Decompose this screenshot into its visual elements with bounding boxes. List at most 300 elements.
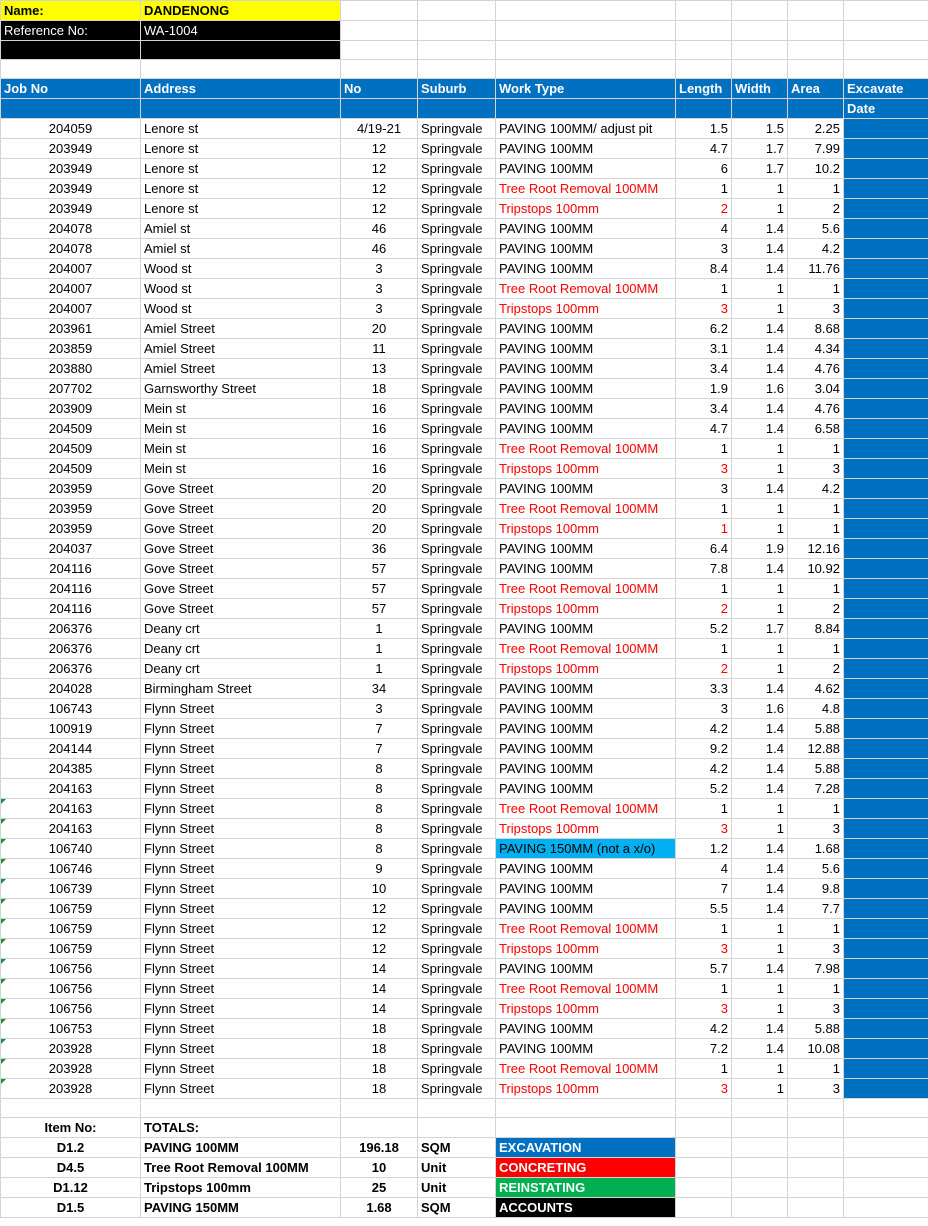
work-type-cell[interactable]: PAVING 100MM (496, 759, 676, 779)
cell[interactable] (788, 1198, 844, 1218)
excavate-date-cell[interactable] (844, 679, 928, 699)
number-cell[interactable]: 8 (341, 759, 418, 779)
excavate-date-cell[interactable] (844, 439, 928, 459)
width-cell[interactable]: 1 (732, 1079, 788, 1099)
address-cell[interactable]: Flynn Street (141, 1039, 341, 1059)
suburb-cell[interactable]: Springvale (418, 319, 496, 339)
excavate-date-cell[interactable] (844, 179, 928, 199)
suburb-cell[interactable]: Springvale (418, 759, 496, 779)
number-cell[interactable]: 14 (341, 959, 418, 979)
width-cell[interactable]: 1 (732, 499, 788, 519)
suburb-cell[interactable]: Springvale (418, 1059, 496, 1079)
address-cell[interactable]: Gove Street (141, 519, 341, 539)
length-cell[interactable]: 7.8 (676, 559, 732, 579)
address-cell[interactable]: Flynn Street (141, 1059, 341, 1079)
cell[interactable] (141, 41, 341, 60)
length-cell[interactable]: 1 (676, 279, 732, 299)
cell[interactable] (141, 1099, 341, 1118)
width-cell[interactable]: 1 (732, 579, 788, 599)
cell[interactable] (418, 21, 496, 41)
excavate-date-cell[interactable] (844, 579, 928, 599)
work-type-cell[interactable]: Tripstops 100mm (496, 939, 676, 959)
width-cell[interactable]: 1.4 (732, 1019, 788, 1039)
work-type-cell[interactable]: PAVING 100MM (496, 1019, 676, 1039)
excavate-date-cell[interactable] (844, 159, 928, 179)
job-no-cell[interactable]: 106759 (1, 919, 141, 939)
width-cell[interactable]: 1.4 (732, 419, 788, 439)
excavate-date-cell[interactable] (844, 719, 928, 739)
number-cell[interactable]: 14 (341, 979, 418, 999)
width-cell[interactable]: 1.7 (732, 619, 788, 639)
excavate-date-cell[interactable] (844, 659, 928, 679)
work-type-cell[interactable]: PAVING 100MM (496, 359, 676, 379)
job-no-cell[interactable]: 204509 (1, 419, 141, 439)
length-cell[interactable]: 4.2 (676, 759, 732, 779)
length-cell[interactable]: 4 (676, 219, 732, 239)
length-cell[interactable]: 7.2 (676, 1039, 732, 1059)
address-cell[interactable]: Amiel st (141, 239, 341, 259)
number-cell[interactable]: 18 (341, 1079, 418, 1099)
area-cell[interactable]: 1 (788, 499, 844, 519)
number-cell[interactable]: 16 (341, 399, 418, 419)
number-cell[interactable]: 12 (341, 179, 418, 199)
job-no-cell[interactable]: 203959 (1, 519, 141, 539)
work-type-cell[interactable]: Tree Root Removal 100MM (496, 1059, 676, 1079)
job-no-cell[interactable]: 203880 (1, 359, 141, 379)
address-cell[interactable]: Mein st (141, 459, 341, 479)
job-no-cell[interactable]: 106740 (1, 839, 141, 859)
width-cell[interactable]: 1.4 (732, 259, 788, 279)
length-cell[interactable]: 1 (676, 919, 732, 939)
excavate-date-cell[interactable] (844, 899, 928, 919)
excavate-date-cell[interactable] (844, 559, 928, 579)
number-cell[interactable]: 16 (341, 459, 418, 479)
area-cell[interactable]: 3 (788, 819, 844, 839)
number-cell[interactable]: 1 (341, 619, 418, 639)
address-cell[interactable]: Birmingham Street (141, 679, 341, 699)
suburb-cell[interactable]: Springvale (418, 619, 496, 639)
number-cell[interactable]: 46 (341, 219, 418, 239)
excavate-date-cell[interactable] (844, 779, 928, 799)
job-no-cell[interactable]: 106746 (1, 859, 141, 879)
cell[interactable] (341, 41, 418, 60)
suburb-cell[interactable]: Springvale (418, 179, 496, 199)
area-cell[interactable]: 7.98 (788, 959, 844, 979)
item-unit[interactable]: Unit (418, 1178, 496, 1198)
cell[interactable] (1, 41, 141, 60)
width-cell[interactable]: 1.4 (732, 339, 788, 359)
job-no-cell[interactable]: 206376 (1, 639, 141, 659)
legend-concreting[interactable]: CONCRETING (496, 1158, 676, 1178)
length-cell[interactable]: 6.2 (676, 319, 732, 339)
address-cell[interactable]: Garnsworthy Street (141, 379, 341, 399)
work-type-cell[interactable]: Tree Root Removal 100MM (496, 799, 676, 819)
number-cell[interactable]: 4/19-21 (341, 119, 418, 139)
number-cell[interactable]: 18 (341, 1019, 418, 1039)
number-cell[interactable]: 8 (341, 799, 418, 819)
work-type-cell[interactable]: PAVING 100MM (496, 339, 676, 359)
job-no-cell[interactable]: 206376 (1, 619, 141, 639)
suburb-cell[interactable]: Springvale (418, 959, 496, 979)
address-cell[interactable]: Lenore st (141, 139, 341, 159)
length-cell[interactable]: 1 (676, 579, 732, 599)
area-cell[interactable]: 2 (788, 199, 844, 219)
address-cell[interactable]: Flynn Street (141, 799, 341, 819)
item-quantity[interactable]: 25 (341, 1178, 418, 1198)
suburb-cell[interactable]: Springvale (418, 199, 496, 219)
job-no-cell[interactable]: 106759 (1, 899, 141, 919)
area-cell[interactable]: 4.8 (788, 699, 844, 719)
width-cell[interactable]: 1 (732, 459, 788, 479)
address-cell[interactable]: Lenore st (141, 199, 341, 219)
excavate-date-cell[interactable] (844, 1039, 928, 1059)
length-cell[interactable]: 3 (676, 699, 732, 719)
suburb-cell[interactable]: Springvale (418, 479, 496, 499)
job-no-cell[interactable]: 106756 (1, 999, 141, 1019)
job-no-cell[interactable]: 203949 (1, 199, 141, 219)
cell[interactable] (788, 60, 844, 79)
area-cell[interactable]: 10.92 (788, 559, 844, 579)
area-cell[interactable]: 3 (788, 299, 844, 319)
area-cell[interactable]: 4.76 (788, 399, 844, 419)
address-cell[interactable]: Flynn Street (141, 839, 341, 859)
suburb-cell[interactable]: Springvale (418, 1079, 496, 1099)
area-cell[interactable]: 1 (788, 579, 844, 599)
width-cell[interactable]: 1.6 (732, 379, 788, 399)
cell[interactable] (788, 99, 844, 119)
cell[interactable] (676, 21, 732, 41)
cell[interactable] (1, 1099, 141, 1118)
work-type-cell[interactable]: Tree Root Removal 100MM (496, 639, 676, 659)
length-cell[interactable]: 3 (676, 939, 732, 959)
job-no-cell[interactable]: 204509 (1, 459, 141, 479)
width-cell[interactable]: 1 (732, 599, 788, 619)
address-cell[interactable]: Flynn Street (141, 1019, 341, 1039)
address-cell[interactable]: Deany crt (141, 639, 341, 659)
cell[interactable] (844, 60, 928, 79)
length-cell[interactable]: 1 (676, 639, 732, 659)
excavate-date-cell[interactable] (844, 979, 928, 999)
address-cell[interactable]: Wood st (141, 299, 341, 319)
length-cell[interactable]: 3 (676, 299, 732, 319)
job-no-cell[interactable]: 204028 (1, 679, 141, 699)
job-no-cell[interactable]: 207702 (1, 379, 141, 399)
width-cell[interactable]: 1.4 (732, 719, 788, 739)
work-type-cell[interactable]: PAVING 100MM (496, 719, 676, 739)
work-type-cell[interactable]: Tripstops 100mm (496, 999, 676, 1019)
suburb-cell[interactable]: Springvale (418, 939, 496, 959)
area-cell[interactable]: 6.58 (788, 419, 844, 439)
header-address[interactable]: Address (141, 79, 341, 99)
suburb-cell[interactable]: Springvale (418, 239, 496, 259)
excavate-date-cell[interactable] (844, 879, 928, 899)
header-job-no[interactable]: Job No (1, 79, 141, 99)
excavate-date-cell[interactable] (844, 299, 928, 319)
excavate-date-cell[interactable] (844, 539, 928, 559)
work-type-cell[interactable]: PAVING 100MM (496, 379, 676, 399)
job-no-cell[interactable]: 106743 (1, 699, 141, 719)
length-cell[interactable]: 1 (676, 499, 732, 519)
area-cell[interactable]: 3 (788, 459, 844, 479)
cell[interactable] (676, 60, 732, 79)
length-cell[interactable]: 3 (676, 459, 732, 479)
length-cell[interactable]: 1 (676, 1059, 732, 1079)
length-cell[interactable]: 4.7 (676, 139, 732, 159)
width-cell[interactable]: 1.7 (732, 159, 788, 179)
work-type-cell[interactable]: PAVING 100MM (496, 139, 676, 159)
width-cell[interactable]: 1.4 (732, 1039, 788, 1059)
suburb-cell[interactable]: Springvale (418, 259, 496, 279)
area-cell[interactable]: 3 (788, 1079, 844, 1099)
width-cell[interactable]: 1.4 (732, 679, 788, 699)
suburb-cell[interactable]: Springvale (418, 1039, 496, 1059)
number-cell[interactable]: 11 (341, 339, 418, 359)
legend-accounts[interactable]: ACCOUNTS (496, 1198, 676, 1218)
job-no-cell[interactable]: 204078 (1, 219, 141, 239)
work-type-cell[interactable]: PAVING 150MM (not a x/o) (496, 839, 676, 859)
address-cell[interactable]: Gove Street (141, 479, 341, 499)
job-no-cell[interactable]: 203928 (1, 1059, 141, 1079)
length-cell[interactable]: 1 (676, 519, 732, 539)
number-cell[interactable]: 57 (341, 599, 418, 619)
suburb-cell[interactable]: Springvale (418, 779, 496, 799)
address-cell[interactable]: Flynn Street (141, 819, 341, 839)
job-no-cell[interactable]: 203859 (1, 339, 141, 359)
work-type-cell[interactable]: PAVING 100MM (496, 739, 676, 759)
cell[interactable] (844, 1198, 928, 1218)
excavate-date-cell[interactable] (844, 759, 928, 779)
area-cell[interactable]: 1 (788, 1059, 844, 1079)
suburb-cell[interactable]: Springvale (418, 519, 496, 539)
number-cell[interactable]: 18 (341, 1059, 418, 1079)
width-cell[interactable]: 1 (732, 1059, 788, 1079)
suburb-cell[interactable]: Springvale (418, 339, 496, 359)
length-cell[interactable]: 6 (676, 159, 732, 179)
job-no-cell[interactable]: 106756 (1, 959, 141, 979)
job-no-cell[interactable]: 206376 (1, 659, 141, 679)
cell[interactable] (788, 1118, 844, 1138)
suburb-cell[interactable]: Springvale (418, 799, 496, 819)
item-unit[interactable]: SQM (418, 1138, 496, 1158)
area-cell[interactable]: 1 (788, 979, 844, 999)
excavate-date-cell[interactable] (844, 359, 928, 379)
width-cell[interactable]: 1.4 (732, 239, 788, 259)
work-type-cell[interactable]: PAVING 100MM (496, 699, 676, 719)
number-cell[interactable]: 20 (341, 319, 418, 339)
item-unit[interactable]: SQM (418, 1198, 496, 1218)
cell[interactable] (418, 1099, 496, 1118)
job-no-cell[interactable]: 204007 (1, 259, 141, 279)
width-cell[interactable]: 1 (732, 279, 788, 299)
cell[interactable] (844, 1158, 928, 1178)
length-cell[interactable]: 3.4 (676, 359, 732, 379)
header-width[interactable]: Width (732, 79, 788, 99)
cell[interactable] (341, 1118, 418, 1138)
length-cell[interactable]: 5.5 (676, 899, 732, 919)
length-cell[interactable]: 3 (676, 479, 732, 499)
reference-label[interactable]: Reference No: (1, 21, 141, 41)
cell[interactable] (418, 60, 496, 79)
length-cell[interactable]: 1.9 (676, 379, 732, 399)
suburb-cell[interactable]: Springvale (418, 839, 496, 859)
number-cell[interactable]: 3 (341, 259, 418, 279)
width-cell[interactable]: 1 (732, 659, 788, 679)
work-type-cell[interactable]: Tripstops 100mm (496, 459, 676, 479)
address-cell[interactable]: Wood st (141, 259, 341, 279)
job-no-cell[interactable]: 203959 (1, 499, 141, 519)
suburb-cell[interactable]: Springvale (418, 899, 496, 919)
address-cell[interactable]: Flynn Street (141, 699, 341, 719)
excavate-date-cell[interactable] (844, 479, 928, 499)
work-type-cell[interactable]: PAVING 100MM (496, 159, 676, 179)
work-type-cell[interactable]: PAVING 100MM (496, 219, 676, 239)
suburb-cell[interactable]: Springvale (418, 419, 496, 439)
work-type-cell[interactable]: Tree Root Removal 100MM (496, 279, 676, 299)
cell[interactable] (496, 60, 676, 79)
cell[interactable] (844, 1099, 928, 1118)
work-type-cell[interactable]: PAVING 100MM (496, 879, 676, 899)
length-cell[interactable]: 1 (676, 439, 732, 459)
work-type-cell[interactable]: PAVING 100MM (496, 679, 676, 699)
excavate-date-cell[interactable] (844, 839, 928, 859)
suburb-cell[interactable]: Springvale (418, 859, 496, 879)
width-cell[interactable]: 1 (732, 939, 788, 959)
area-cell[interactable]: 3 (788, 939, 844, 959)
address-cell[interactable]: Deany crt (141, 659, 341, 679)
width-cell[interactable]: 1.7 (732, 139, 788, 159)
job-no-cell[interactable]: 204385 (1, 759, 141, 779)
number-cell[interactable]: 3 (341, 299, 418, 319)
excavate-date-cell[interactable] (844, 1079, 928, 1099)
address-cell[interactable]: Flynn Street (141, 919, 341, 939)
number-cell[interactable]: 34 (341, 679, 418, 699)
job-no-cell[interactable]: 203961 (1, 319, 141, 339)
suburb-cell[interactable]: Springvale (418, 579, 496, 599)
excavate-date-cell[interactable] (844, 379, 928, 399)
item-unit[interactable]: Unit (418, 1158, 496, 1178)
work-type-cell[interactable]: PAVING 100MM (496, 619, 676, 639)
work-type-cell[interactable]: PAVING 100MM (496, 559, 676, 579)
length-cell[interactable]: 6.4 (676, 539, 732, 559)
address-cell[interactable]: Gove Street (141, 559, 341, 579)
address-cell[interactable]: Flynn Street (141, 719, 341, 739)
item-description[interactable]: PAVING 100MM (141, 1138, 341, 1158)
address-cell[interactable]: Lenore st (141, 119, 341, 139)
work-type-cell[interactable]: Tripstops 100mm (496, 299, 676, 319)
item-description[interactable]: PAVING 150MM (141, 1198, 341, 1218)
suburb-cell[interactable]: Springvale (418, 659, 496, 679)
address-cell[interactable]: Amiel st (141, 219, 341, 239)
area-cell[interactable]: 2.25 (788, 119, 844, 139)
area-cell[interactable]: 1 (788, 919, 844, 939)
job-no-cell[interactable]: 106753 (1, 1019, 141, 1039)
number-cell[interactable]: 12 (341, 199, 418, 219)
cell[interactable] (141, 60, 341, 79)
number-cell[interactable]: 20 (341, 499, 418, 519)
area-cell[interactable]: 1 (788, 439, 844, 459)
cell[interactable] (418, 41, 496, 60)
excavate-date-cell[interactable] (844, 459, 928, 479)
suburb-cell[interactable]: Springvale (418, 639, 496, 659)
number-cell[interactable]: 1 (341, 639, 418, 659)
suburb-cell[interactable]: Springvale (418, 119, 496, 139)
work-type-cell[interactable]: PAVING 100MM (496, 479, 676, 499)
work-type-cell[interactable]: PAVING 100MM (496, 959, 676, 979)
area-cell[interactable]: 2 (788, 659, 844, 679)
cell[interactable] (732, 1, 788, 21)
address-cell[interactable]: Flynn Street (141, 759, 341, 779)
width-cell[interactable]: 1 (732, 799, 788, 819)
work-type-cell[interactable]: Tripstops 100mm (496, 199, 676, 219)
suburb-cell[interactable]: Springvale (418, 879, 496, 899)
suburb-cell[interactable]: Springvale (418, 819, 496, 839)
excavate-date-cell[interactable] (844, 1019, 928, 1039)
address-cell[interactable]: Flynn Street (141, 879, 341, 899)
excavate-date-cell[interactable] (844, 859, 928, 879)
job-no-cell[interactable]: 203928 (1, 1039, 141, 1059)
cell[interactable] (676, 1158, 732, 1178)
item-number[interactable]: D1.2 (1, 1138, 141, 1158)
area-cell[interactable]: 1.68 (788, 839, 844, 859)
cell[interactable] (732, 1118, 788, 1138)
item-quantity[interactable]: 10 (341, 1158, 418, 1178)
area-cell[interactable]: 8.84 (788, 619, 844, 639)
address-cell[interactable]: Flynn Street (141, 1079, 341, 1099)
number-cell[interactable]: 18 (341, 379, 418, 399)
area-cell[interactable]: 12.16 (788, 539, 844, 559)
number-cell[interactable]: 13 (341, 359, 418, 379)
length-cell[interactable]: 5.2 (676, 779, 732, 799)
work-type-cell[interactable]: PAVING 100MM (496, 419, 676, 439)
address-cell[interactable]: Wood st (141, 279, 341, 299)
header-suburb[interactable]: Suburb (418, 79, 496, 99)
number-cell[interactable]: 9 (341, 859, 418, 879)
item-number[interactable]: D1.5 (1, 1198, 141, 1218)
job-no-cell[interactable]: 203959 (1, 479, 141, 499)
cell[interactable] (341, 21, 418, 41)
number-cell[interactable]: 20 (341, 479, 418, 499)
cell[interactable] (732, 1158, 788, 1178)
work-type-cell[interactable]: Tree Root Removal 100MM (496, 579, 676, 599)
totals-label[interactable]: TOTALS: (141, 1118, 341, 1138)
width-cell[interactable]: 1.4 (732, 359, 788, 379)
job-no-cell[interactable]: 204116 (1, 559, 141, 579)
excavate-date-cell[interactable] (844, 819, 928, 839)
cell[interactable] (341, 99, 418, 119)
excavate-date-cell[interactable] (844, 199, 928, 219)
cell[interactable] (1, 60, 141, 79)
work-type-cell[interactable]: Tree Root Removal 100MM (496, 979, 676, 999)
excavate-date-cell[interactable] (844, 1059, 928, 1079)
length-cell[interactable]: 4.2 (676, 719, 732, 739)
cell[interactable] (676, 1118, 732, 1138)
number-cell[interactable]: 7 (341, 719, 418, 739)
width-cell[interactable]: 1 (732, 639, 788, 659)
area-cell[interactable]: 1 (788, 519, 844, 539)
excavate-date-cell[interactable] (844, 399, 928, 419)
cell[interactable] (844, 1178, 928, 1198)
area-cell[interactable]: 2 (788, 599, 844, 619)
suburb-cell[interactable]: Springvale (418, 399, 496, 419)
cell[interactable] (496, 41, 676, 60)
suburb-cell[interactable]: Springvale (418, 599, 496, 619)
area-cell[interactable]: 3.04 (788, 379, 844, 399)
length-cell[interactable]: 1 (676, 799, 732, 819)
name-value[interactable]: DANDENONG (141, 1, 341, 21)
job-no-cell[interactable]: 106756 (1, 979, 141, 999)
length-cell[interactable]: 1.5 (676, 119, 732, 139)
name-label[interactable]: Name: (1, 1, 141, 21)
